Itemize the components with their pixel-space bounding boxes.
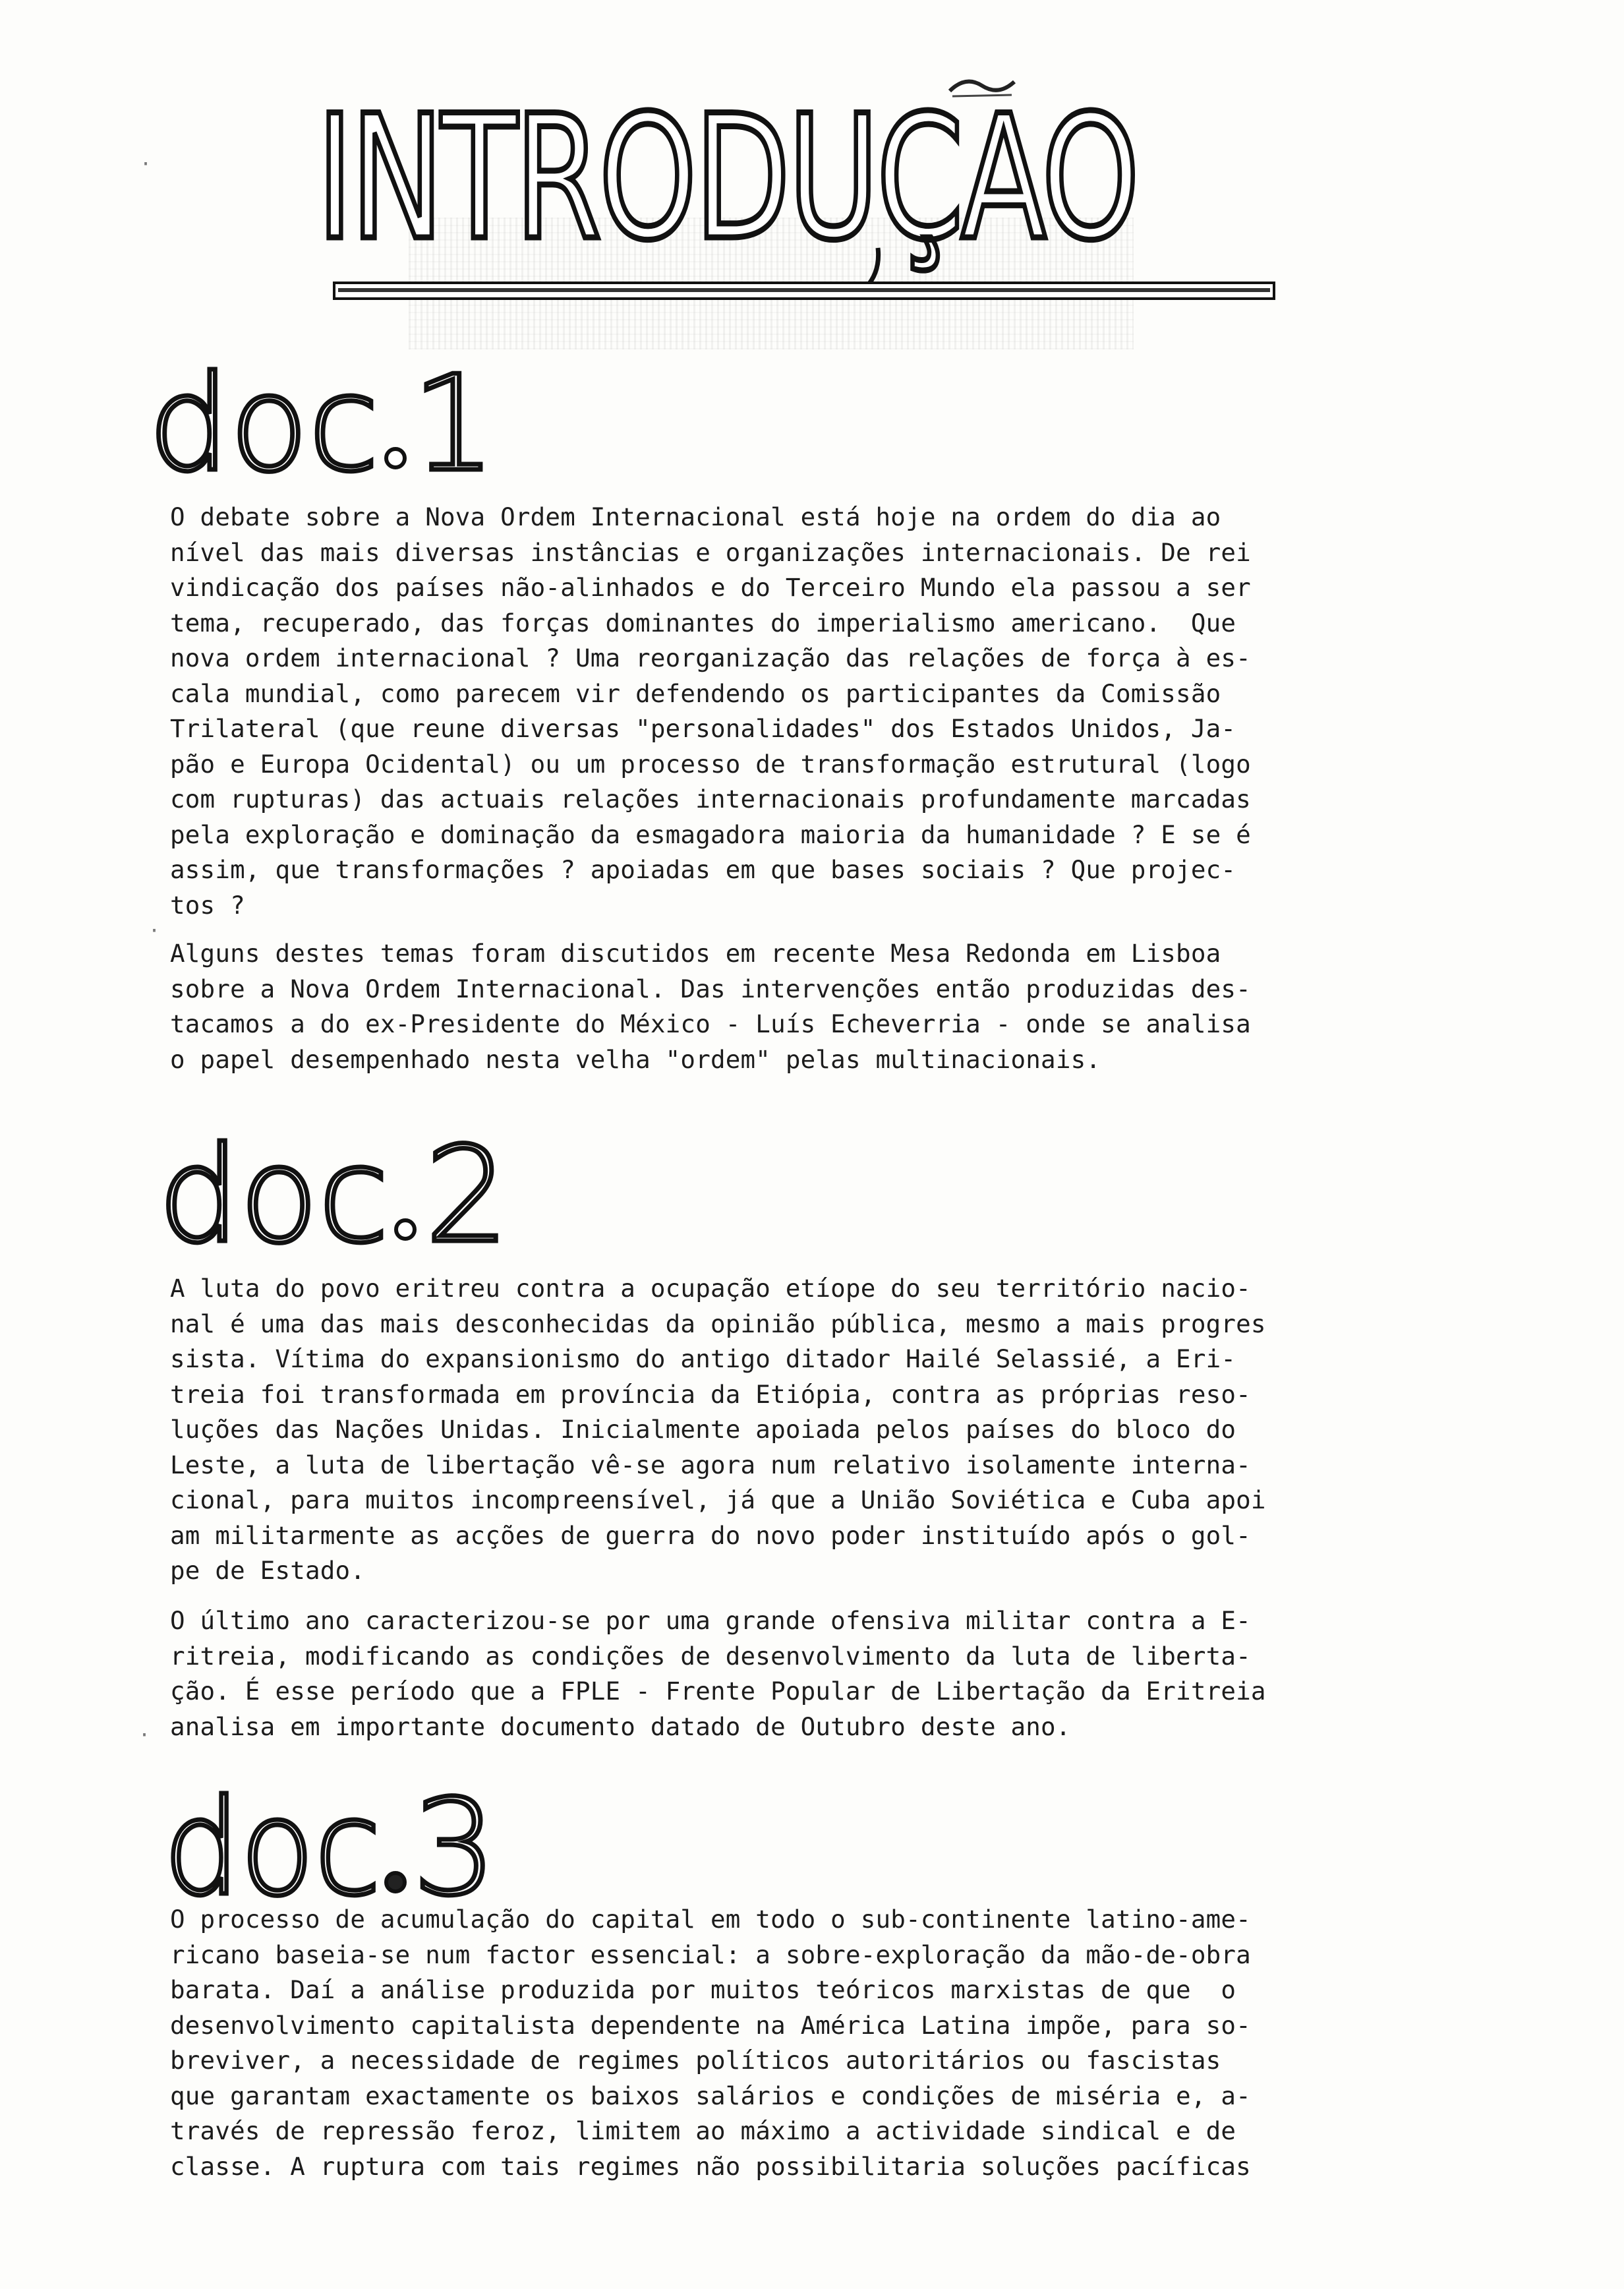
text-line: tacamos a do ex-Presidente do México - Luís Echeverria - onde se analisa — [170, 1009, 1251, 1038]
doc-1-heading-graphic — [148, 347, 496, 501]
text-line: tos ? — [170, 890, 245, 920]
doc-1-paragraph-1 — [170, 500, 1462, 923]
doc-1-heading-dot — [386, 449, 405, 467]
doc-1-heading-number: 1 — [412, 347, 496, 501]
text-line: pe de Estado. — [170, 1556, 366, 1585]
doc-2-heading-dot — [396, 1220, 415, 1239]
text-line: treia foi transformada em província da Etiópia, contra as próprias reso- — [170, 1379, 1251, 1409]
text-line: o papel desempenhado nesta velha "ordem" pelas multinacionais. — [170, 1044, 1101, 1074]
text-line: nível das mais diversas instâncias e organizações internacionais. De rei — [170, 537, 1251, 567]
doc-2-heading-graphic — [158, 1119, 527, 1272]
text-line: com rupturas) das actuais relações internacionais profundamente marcadas — [170, 785, 1251, 814]
text-line: O processo de acumulação do capital em todo o sub-continente latino-ame- — [170, 1905, 1251, 1934]
text-line: nal é uma das mais desconhecidas da opinião pública, mesmo a mais progres — [170, 1309, 1266, 1338]
doc-3-heading — [163, 1771, 506, 1925]
doc-2-heading-word: doc — [158, 1119, 389, 1272]
margin-speck: · — [138, 1724, 151, 1747]
doc-1-heading-word: doc — [148, 347, 379, 501]
text-line: luções das Nações Unidas. Inicialmente apoiada pelos países do bloco do — [170, 1415, 1236, 1444]
title-text: INTRODUÇAO — [316, 79, 1137, 278]
text-line: desenvolvimento capitalista dependente na América Latina impõe, para so- — [170, 2010, 1251, 2040]
margin-speck: · — [140, 153, 152, 176]
doc-2-heading — [158, 1119, 527, 1272]
text-line: Trilateral (que reune diversas "personalidades" dos Estados Unidos, Ja- — [170, 714, 1236, 743]
text-line: través de repressão feroz, limitem ao máximo a actividade sindical e de — [170, 2116, 1236, 2145]
text-line: Alguns destes temas foram discutidos em recente Mesa Redonda em Lisboa — [170, 939, 1221, 968]
text-line: Leste, a luta de libertação vê-se agora num relativo isolamente interna- — [170, 1450, 1251, 1479]
title-tilde-mark — [946, 70, 1018, 103]
text-line: analisa em importante documento datado de Outubro deste ano. — [170, 1711, 1071, 1741]
doc-1-heading — [148, 347, 496, 501]
doc-3-heading-dot — [386, 1873, 405, 1891]
text-line: O último ano caracterizou-se por uma grande ofensiva militar contra a E- — [170, 1606, 1251, 1635]
margin-speck: · — [148, 920, 161, 943]
text-line: ção. É esse período que a FPLE - Frente Popular de Libertação da Eritreia — [170, 1677, 1266, 1706]
doc-3-heading-number: 3 — [413, 1771, 497, 1925]
text-line: A luta do povo eritreu contra a ocupação etíope do seu território nacio- — [170, 1274, 1251, 1303]
doc-2-paragraph-2 — [170, 1603, 1462, 1744]
text-line: classe. A ruptura com tais regimes não possibilitaria soluções pacíficas — [170, 2151, 1251, 2181]
text-line: cional, para muitos incompreensível, já que a União Soviética e Cuba apoi — [170, 1485, 1266, 1514]
text-line: tema, recuperado, das forças dominantes do imperialismo americano. Que — [170, 608, 1236, 638]
text-line: nova ordem internacional ? Uma reorganização das relações de força à es- — [170, 643, 1251, 672]
title-underline-bar — [333, 280, 1275, 303]
doc-2-heading-number: 2 — [425, 1119, 509, 1272]
text-line: sista. Vítima do expansionismo do antigo ditador Hailé Selassié, a Eri- — [170, 1344, 1236, 1373]
text-line: barata. Daí a análise produzida por muitos teóricos marxistas de que o — [170, 1975, 1236, 2004]
text-line: am militarmente as acções de guerra do novo poder instituído após o gol- — [170, 1520, 1251, 1550]
text-line: cala mundial, como parecem vir defendendo os participantes da Comissão — [170, 678, 1221, 708]
title-outline-graphic — [316, 79, 1140, 277]
text-line: assim, que transformações ? apoiadas em que bases sociais ? Que projec- — [170, 855, 1236, 884]
text-line: ritreia, modificando as condições de desenvolvimento da luta de liberta- — [170, 1641, 1251, 1671]
page-title — [316, 79, 1140, 277]
text-line: que garantam exactamente os baixos salários e condições de miséria e, a- — [170, 2081, 1251, 2110]
text-line: sobre a Nova Ordem Internacional. Das intervenções então produzidas des- — [170, 974, 1251, 1003]
text-line: pela exploração e dominação da esmagadora maioria da humanidade ? E se é — [170, 819, 1251, 849]
doc-3-paragraph-1 — [170, 1902, 1462, 2184]
doc-2-paragraph-1 — [170, 1271, 1462, 1589]
doc-1-paragraph-2 — [170, 936, 1462, 1077]
text-line: O debate sobre a Nova Ordem Internacional está hoje na ordem do dia ao — [170, 502, 1221, 531]
text-line: ricano baseia-se num factor essencial: a sobre-exploração da mão-de-obra — [170, 1940, 1251, 1969]
doc-3-heading-word: doc — [163, 1771, 381, 1925]
text-line: pão e Europa Ocidental) ou um processo de transformação estrutural (logo — [170, 749, 1251, 779]
text-line: breviver, a necessidade de regimes políticos autoritários ou fascistas — [170, 2046, 1221, 2075]
text-line: vindicação dos países não-alinhados e do Terceiro Mundo ela passou a ser — [170, 573, 1251, 602]
doc-3-heading-graphic — [163, 1771, 506, 1925]
